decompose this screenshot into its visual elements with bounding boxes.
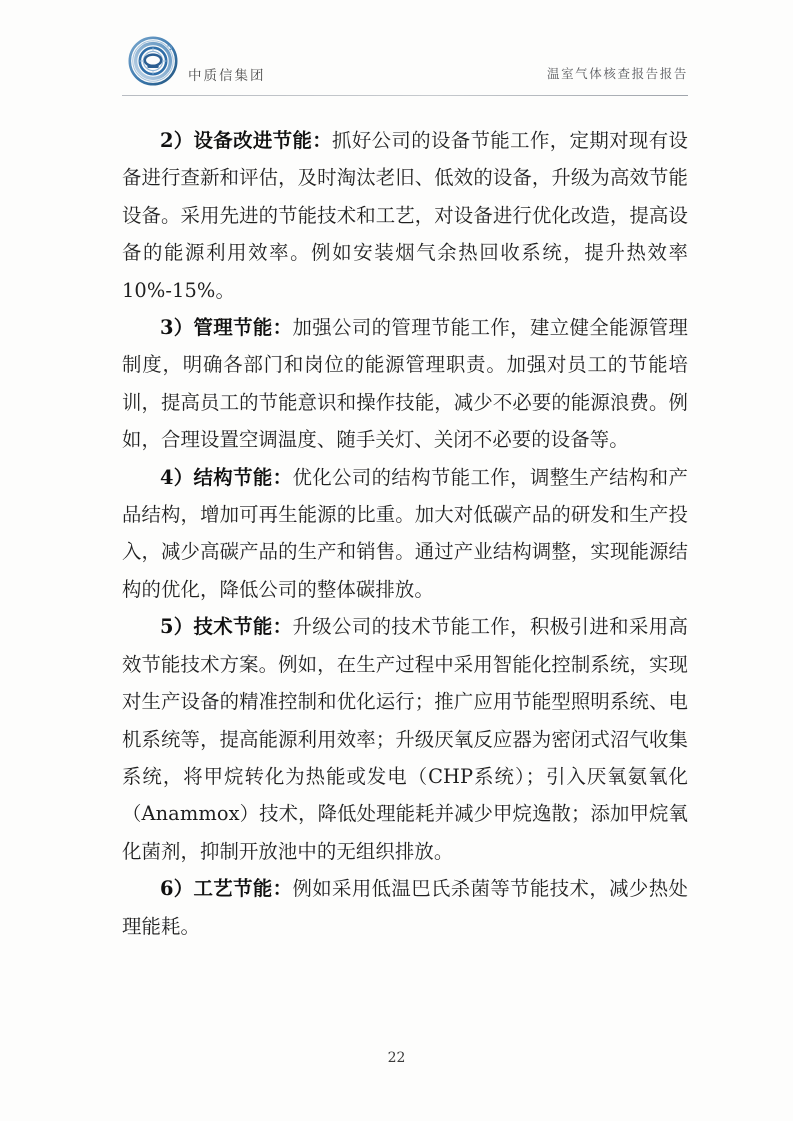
paragraph-lead: 技术节能： (193, 615, 293, 639)
paragraph-item-6 (122, 870, 688, 945)
page-header (122, 33, 688, 95)
paragraph-text: 升级公司的技术节能工作，积极引进和采用高效节能技术方案。例如，在生产过程中采用智能化控制系统，实现对生产设备的精准控制和优化运行；推广应用节能型照明系统、电机系统等，提高能源利用效率；升级厌氧反应器为密闭式沼气收集系统，将甲烷转化为热能或发电（CHP系统）；引入厌氧氨氧化（Anammox）技术，降低处理能耗并减少甲烷逸散；添加甲烷氧化菌剂，抑制开放池中的无组织排放。 (122, 615, 689, 863)
document-body (122, 122, 688, 945)
paragraph-lead: 设备改进节能： (193, 129, 333, 152)
paragraph-lead: 工艺节能： (193, 877, 293, 901)
paragraph-number: 4） (160, 465, 194, 489)
page-number: 22 (387, 1050, 406, 1066)
paragraph-item-5 (122, 608, 688, 870)
paragraph-text: 例如采用低温巴氏杀菌等节能技术，减少热处理能耗。 (122, 877, 689, 938)
header-divider (122, 95, 688, 96)
paragraph-lead: 结构节能： (193, 465, 293, 489)
paragraph-text: 抓好公司的设备节能工作，定期对现有设备进行查新和评估，及时淘汰老旧、低效的设备，升级为高效节能设备。采用先进的节能技术和工艺，对设备进行优化改造，提高设备的能源利用效率。例如安装烟气余热回收系统，提升热效率10%-15%。 (122, 129, 688, 302)
brand-name: 中质信集团 (188, 68, 266, 84)
paragraph-text: 加强公司的管理节能工作，建立健全能源管理制度，明确各部门和岗位的能源管理职责。加强对员工的节能培训，提高员工的节能意识和操作技能，减少不必要的能源浪费。例如，合理设置空调温度、随手关灯、关闭不必要的设备等。 (122, 316, 689, 452)
document-title-header: 温室气体核查报告报告 (546, 66, 688, 81)
paragraph-number: 5） (160, 615, 194, 639)
paragraph-text: 优化公司的结构节能工作，调整生产结构和产品结构，增加可再生能源的比重。加大对低碳产品的研发和生产投入，减少高碳产品的生产和销售。通过产业结构调整，实现能源结构的优化，降低公司的整体碳排放。 (122, 465, 689, 601)
paragraph-item-3 (122, 309, 688, 459)
concentric-circle-logo-icon (128, 35, 180, 87)
paragraph-number: 6） (160, 877, 194, 901)
paragraph-number: 2） (160, 129, 194, 152)
paragraph-lead: 管理节能： (193, 316, 293, 340)
paragraph-item-4 (122, 459, 688, 609)
paragraph-number: 3） (160, 316, 194, 340)
paragraph-item-2 (122, 122, 688, 309)
